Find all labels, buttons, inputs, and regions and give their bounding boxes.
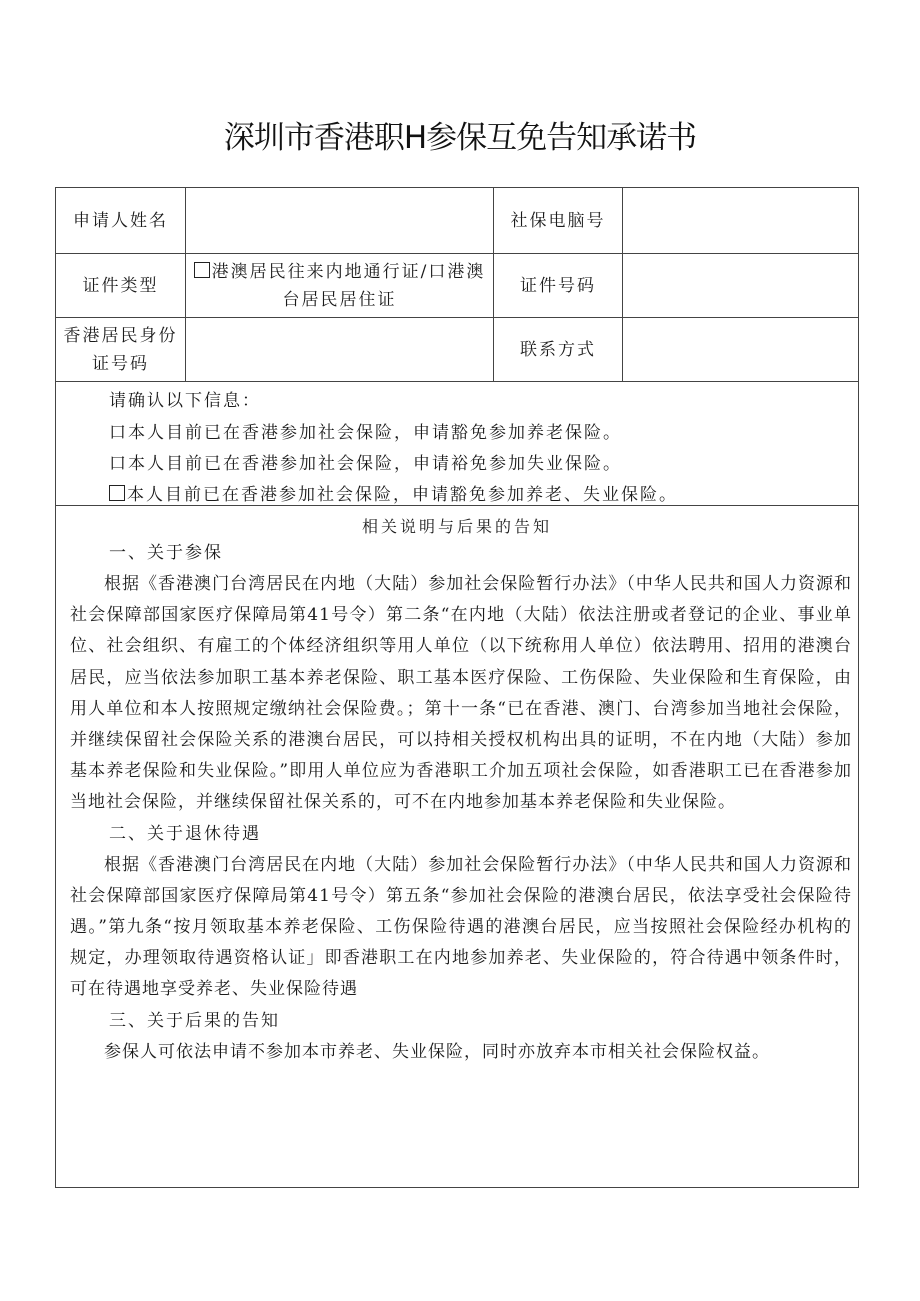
section-2-body: 根据《香港澳门台湾居民在内地（大陆）参加社会保险暂行办法》（中华人民共和国人力资源和社会保障部国家医疗保障局第41号令）第五条“参加社会保险的港澳台居民，依法享受社会保险待遇。”第九条“按月领取基本养老保险、工伤保险待遇的港澳台居民，应当按照社会保险经办机构的规定，办理领取待遇资格认证」即香港职工在内地参加养老、失业保险的，符合待遇中领条件时，可在待遇地享受养老、失业保险待遇: [70, 854, 852, 1000]
doc-type-checkbox[interactable]: [194, 262, 210, 278]
notice-heading: 相关说明与后果的告知: [361, 517, 552, 536]
contact-field[interactable]: [623, 318, 858, 381]
row-hkid: [56, 318, 858, 382]
doc-no-label: 证件号码: [494, 254, 623, 317]
row-name: [56, 188, 858, 254]
section-3-body: 参保人可依法申请不参加本市养老、失业保险，同时亦放弃本市相关社会保险权益。: [104, 1041, 770, 1062]
confirm-option-2[interactable]: 口本人目前已在香港参加社会保险，申请裕免参加失业保险。: [109, 454, 622, 474]
social-security-no-label: 社保电脑号: [494, 188, 623, 253]
section-3-title: 三、关于后果的告知: [109, 1010, 280, 1031]
application-form: [55, 187, 859, 1188]
confirm-option-3[interactable]: [109, 480, 678, 505]
applicant-name-field[interactable]: [186, 188, 494, 253]
doc-no-field[interactable]: [623, 254, 858, 317]
applicant-name-label: 申请人姓名: [56, 188, 186, 253]
section-2-title: 二、关于退休待遇: [109, 823, 261, 844]
social-security-no-field[interactable]: [623, 188, 858, 253]
confirm-option-3-checkbox[interactable]: [109, 485, 125, 501]
confirm-heading: 请确认以下信息：: [109, 391, 261, 411]
contact-label: 联系方式: [494, 318, 623, 381]
notice-section: [56, 506, 858, 1068]
confirm-section: [56, 382, 858, 506]
hkid-field[interactable]: [186, 318, 494, 381]
confirm-option-3-text: 本人目前已在香港参加社会保险，申请豁免参加养老、失业保险。: [127, 485, 678, 505]
confirm-option-1[interactable]: 口本人目前已在香港参加社会保险，申请豁免参加养老保险。: [109, 423, 622, 443]
section-1-title: 一、关于参保: [109, 543, 223, 563]
section-1-body: 根据《香港澳门台湾居民在内地（大陆）参加社会保险暂行办法》（中华人民共和国人力资源和社会保障部国家医疗保障局第41号令）第二条“在内地（大陆）依法注册或者登记的企业、事业单位、社会组织、有雇工的个体经济组织等用人单位（以下统称用人单位）依法聘用、招用的港澳台居民，应当依法参加职工基本养老保险、职工基本医疗保险、工伤保险、失业保险和生育保险，由用人单位和本人按照规定缴纳社会保险费。；第十一条“已在香港、澳门、台湾参加当地社会保险，并继续保留社会保险关系的港澳台居民，可以持相关授权机构出具的证明，不在内地（大陆）参加基本养老保险和失业保险。”即用人单位应为香港职工介加五项社会保险，如香港职工已在香港参加当地社会保险，并继续保留社保关系的，可不在内地参加基本养老保险和失业保险。: [70, 574, 852, 813]
document-title: 深圳市香港职H参保互免告知承诺书: [223, 120, 697, 156]
row-doc-type: [56, 254, 858, 318]
doc-type-label: 证件类型: [56, 254, 186, 317]
hkid-label: 香港居民身份证号码: [56, 318, 186, 381]
doc-type-text: 港澳居民往来内地通行证/口港澳台居民居住证: [211, 261, 486, 310]
doc-type-options[interactable]: [186, 254, 494, 317]
